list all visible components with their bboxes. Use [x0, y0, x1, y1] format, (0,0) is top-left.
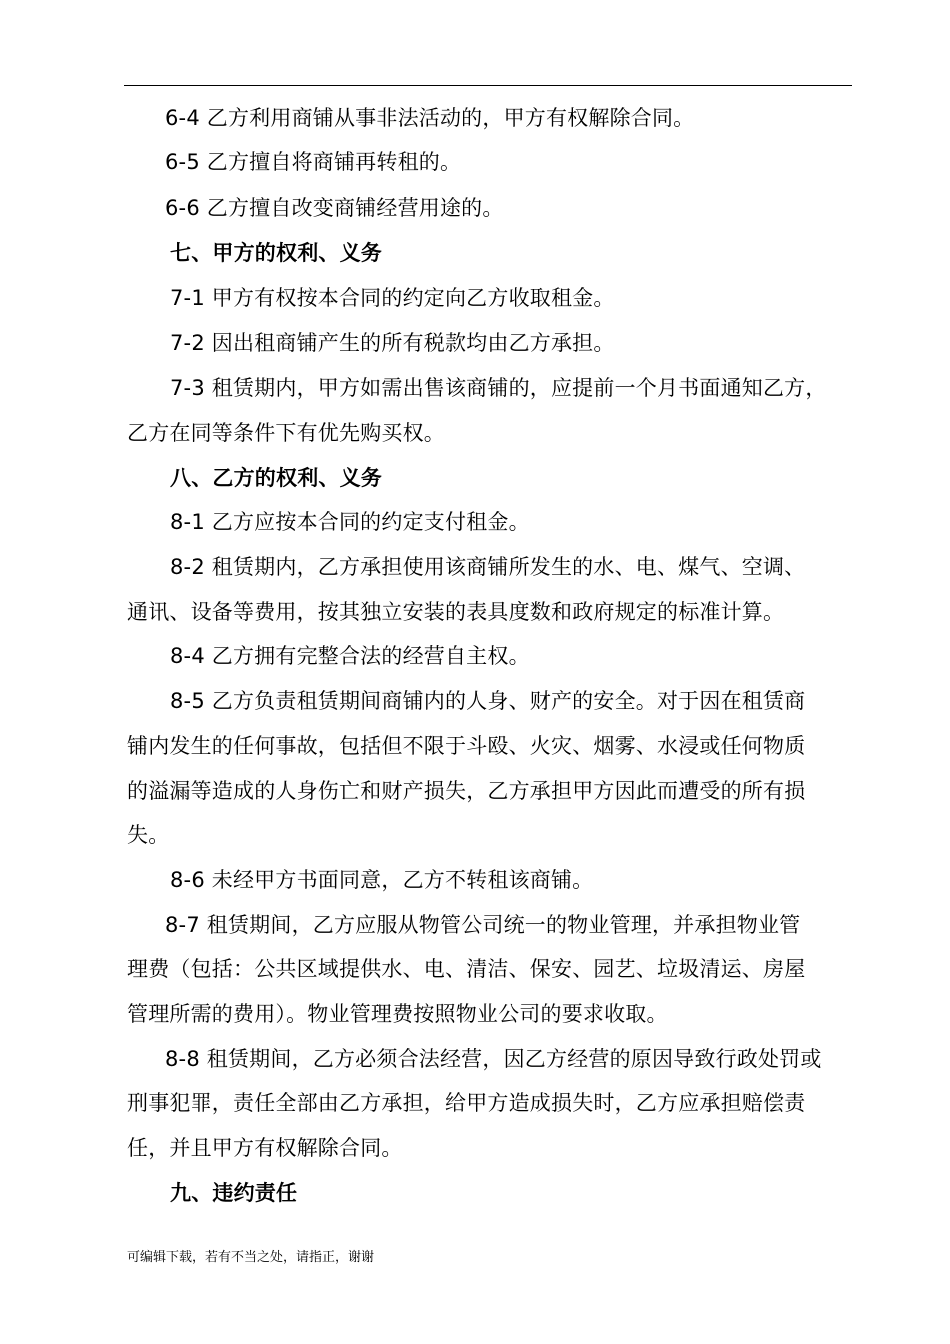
- clause-8-7-line-3: 管理所需的费用）。物业管理费按照物业公司的要求收取。: [127, 1002, 668, 1026]
- clause-6-4: 6-4 乙方利用商铺从事非法活动的，甲方有权解除合同。: [165, 106, 695, 130]
- clause-7-1: 7-1 甲方有权按本合同的约定向乙方收取租金。: [170, 286, 615, 310]
- clause-8-7-line-2: 理费（包括：公共区域提供水、电、清洁、保安、园艺、垃圾清运、房屋: [127, 957, 806, 981]
- clause-7-2: 7-2 因出租商铺产生的所有税款均由乙方承担。: [170, 331, 615, 355]
- clause-8-1: 8-1 乙方应按本合同的约定支付租金。: [170, 510, 530, 534]
- clause-8-6: 8-6 未经甲方书面同意，乙方不转租该商铺。: [170, 868, 594, 892]
- clause-8-5-line-3: 的溢漏等造成的人身伤亡和财产损失，乙方承担甲方因此而遭受的所有损: [127, 779, 806, 803]
- clause-8-2-line-2: 通讯、设备等费用，按其独立安装的表具度数和政府规定的标准计算。: [127, 600, 785, 624]
- header-rule: [124, 85, 852, 86]
- clause-8-4: 8-4 乙方拥有完整合法的经营自主权。: [170, 644, 530, 668]
- clause-8-7-line-1: 8-7 租赁期间，乙方应服从物管公司统一的物业管理，并承担物业管: [165, 913, 801, 937]
- clause-6-5: 6-5 乙方擅自将商铺再转租的。: [165, 150, 462, 174]
- footer-note: 可编辑下载，若有不当之处，请指正，谢谢: [127, 1250, 375, 1265]
- clause-8-5-line-4: 失。: [127, 823, 170, 847]
- clause-8-8-line-3: 任，并且甲方有权解除合同。: [127, 1136, 403, 1160]
- clause-8-5-line-1: 8-5 乙方负责租赁期间商铺内的人身、财产的安全。对于因在租赁商: [170, 689, 806, 713]
- clause-8-8-line-1: 8-8 租赁期间，乙方必须合法经营，因乙方经营的原因导致行政处罚或: [165, 1047, 822, 1071]
- section-heading-8: 八、乙方的权利、义务: [170, 466, 382, 490]
- clause-6-6: 6-6 乙方擅自改变商铺经营用途的。: [165, 196, 504, 220]
- clause-7-3-line-1: 7-3 租赁期内，甲方如需出售该商铺的，应提前一个月书面通知乙方，: [170, 376, 827, 400]
- clause-8-8-line-2: 刑事犯罪，责任全部由乙方承担，给甲方造成损失时，乙方应承担赔偿责: [127, 1091, 806, 1115]
- clause-7-3-line-2: 乙方在同等条件下有优先购买权。: [127, 421, 445, 445]
- section-heading-7: 七、甲方的权利、义务: [170, 241, 382, 265]
- section-heading-9: 九、违约责任: [170, 1181, 298, 1205]
- clause-8-5-line-2: 铺内发生的任何事故，包括但不限于斗殴、火灾、烟雾、水浸或任何物质: [127, 734, 806, 758]
- clause-8-2-line-1: 8-2 租赁期内，乙方承担使用该商铺所发生的水、电、煤气、空调、: [170, 555, 806, 579]
